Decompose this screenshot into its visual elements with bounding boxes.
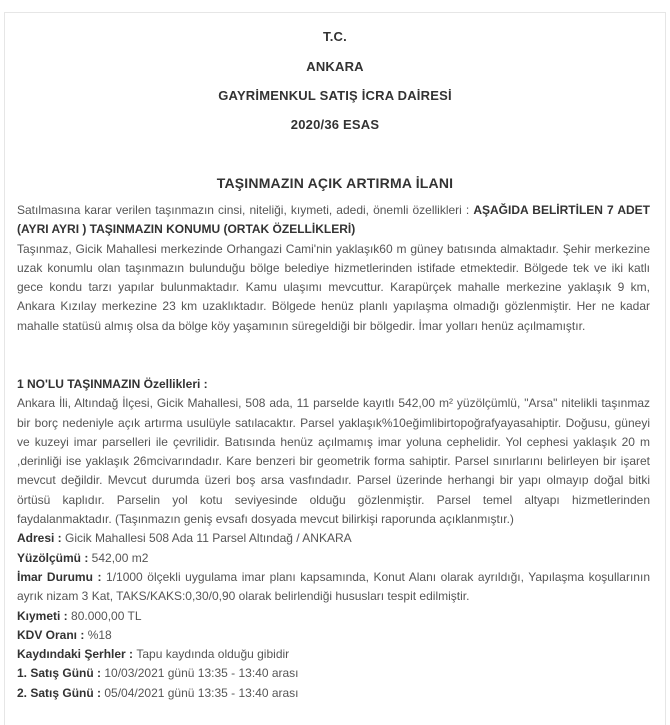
field-sale-day-2 <box>17 684 650 703</box>
intro-text: Satılmasına karar verilen taşınmazın cinsi, niteliği, kıymeti, adedi, önemli özellikleri : <box>17 203 474 217</box>
field-label: Yüzölçümü : <box>17 550 92 565</box>
field-value: 542,00 m2 <box>91 550 149 565</box>
field-value: Gicik Mahallesi 508 Ada 11 Parsel Altındağ / ANKARA <box>65 531 352 546</box>
field-annotations <box>17 645 650 664</box>
field-label: İmar Durumu : <box>17 569 107 584</box>
field-label: 1. Satış Günü : <box>17 666 105 681</box>
property-heading: 1 NO'LU TAŞINMAZIN Özellikleri : <box>17 377 208 391</box>
field-value: 05/04/2021 günü 13:35 - 13:40 arası <box>104 685 299 700</box>
field-value: %18 <box>87 627 112 642</box>
field-label: 2. Satış Günü : <box>17 685 105 700</box>
field-address <box>17 529 650 548</box>
field-value: 80.000,00 TL <box>71 608 142 623</box>
field-label: Kaydındaki Şerhler : <box>17 647 137 662</box>
header-office: GAYRİMENKUL SATIŞ İCRA DAİRESİ <box>218 88 452 103</box>
field-label: Kıymeti : <box>17 608 72 623</box>
field-area <box>17 549 650 568</box>
header-city: ANKARA <box>306 59 364 74</box>
property-section <box>17 375 650 703</box>
field-label: Adresi : <box>17 531 66 546</box>
field-value: Tapu kaydında olduğu gibidir <box>136 647 290 662</box>
field-value-amount <box>17 607 650 626</box>
field-sale-day-1 <box>17 664 650 683</box>
page-title: TAŞINMAZIN AÇIK ARTIRMA İLANI <box>216 175 454 191</box>
field-label: KDV Oranı : <box>17 627 88 642</box>
field-zoning <box>17 568 650 607</box>
header-case-number: 2020/36 ESAS <box>290 117 380 132</box>
property-description: Ankara İli, Altındağ İlçesi, Gicik Mahallesi, 508 ada, 11 parselde kayıtlı 542,00 m² yüzölçümlü, "Arsa" nitelikli taşınmaz bir borç nedeniyle açık artırma usulüyle satılacaktır. Parsel yaklaşık%10eğimlibirtopoğrafyayasahiptir. Doğusu, güneyi ve kuzeyi imar parselleri ile çevrilidir. Batısında henüz açılmamış imar yoluna cephelidir. Yol cephesi yaklaşık 20 m ,derinliği ise yaklaşık 26mcivarındadır. Kare benzeri bir geometrik forma sahiptir. Parsel sınırlarını belirleyen bir işaret mevcut değildir. Mevcut durumda üzeri boş arsa vasfındadır. Parsel üzerinde herhangi bir yapı olmayıp doğal bitki örtüsü kaplıdır. Parselin yol kotu seviyesinde olduğu gözlenmiştir. Parsel temel altyapı hizmetlerinden faydalanmaktadır. (Taşınmazın geniş evsafı dosyada mevcut bilirkişi raporunda açıklanmıştır.) <box>17 396 650 527</box>
intro-paragraph: Taşınmaz, Gicik Mahallesi merkezinde Orhangazi Cami'nin yaklaşık60 m güney batısında almaktadır. Şehir merkezine uzak konumlu olan taşınmazın bulunduğu bölge belediye hizmetlerinden istifade etmektedir. Bölgede tek ve iki katlı gece kondu tarzı yapılar bulunmaktadır. Kamu ulaşımı mevcuttur. Karapürçek mahalle merkezine yaklaşık 9 km, Ankara Kızılay merkezine 23 km uzaklıktadır. Bölgede henüz planlı yapılaşma olmadığı gözlenmiştir. Her ne kadar mahalle statüsü almış olsa da bölge köy yaşamının süregeldiği bir bölgedir. İmar yolları henüz açılmamıştır. <box>17 241 650 333</box>
intro-bold: AŞAĞIDA BELİRTİLEN 7 ADET (AYRI AYRI ) TAŞINMAZIN KONUMU (ORTAK ÖZELLİKLERİ) <box>17 203 650 237</box>
field-vat <box>17 626 650 645</box>
field-value: 10/03/2021 günü 13:35 - 13:40 arası <box>104 666 299 681</box>
header-tc: T.C. <box>323 29 347 44</box>
intro-section <box>17 201 650 336</box>
field-value: 1/1000 ölçekli uygulama imar planı kapsamında, Konut Alanı olarak ayrıldığı, Yapılaşma koşullarının ayrık nizam 3 Kat, TAKS/KAKS:0,30/0,90 olarak belirlendiği hususları tespit edilmiştir. <box>17 569 650 604</box>
